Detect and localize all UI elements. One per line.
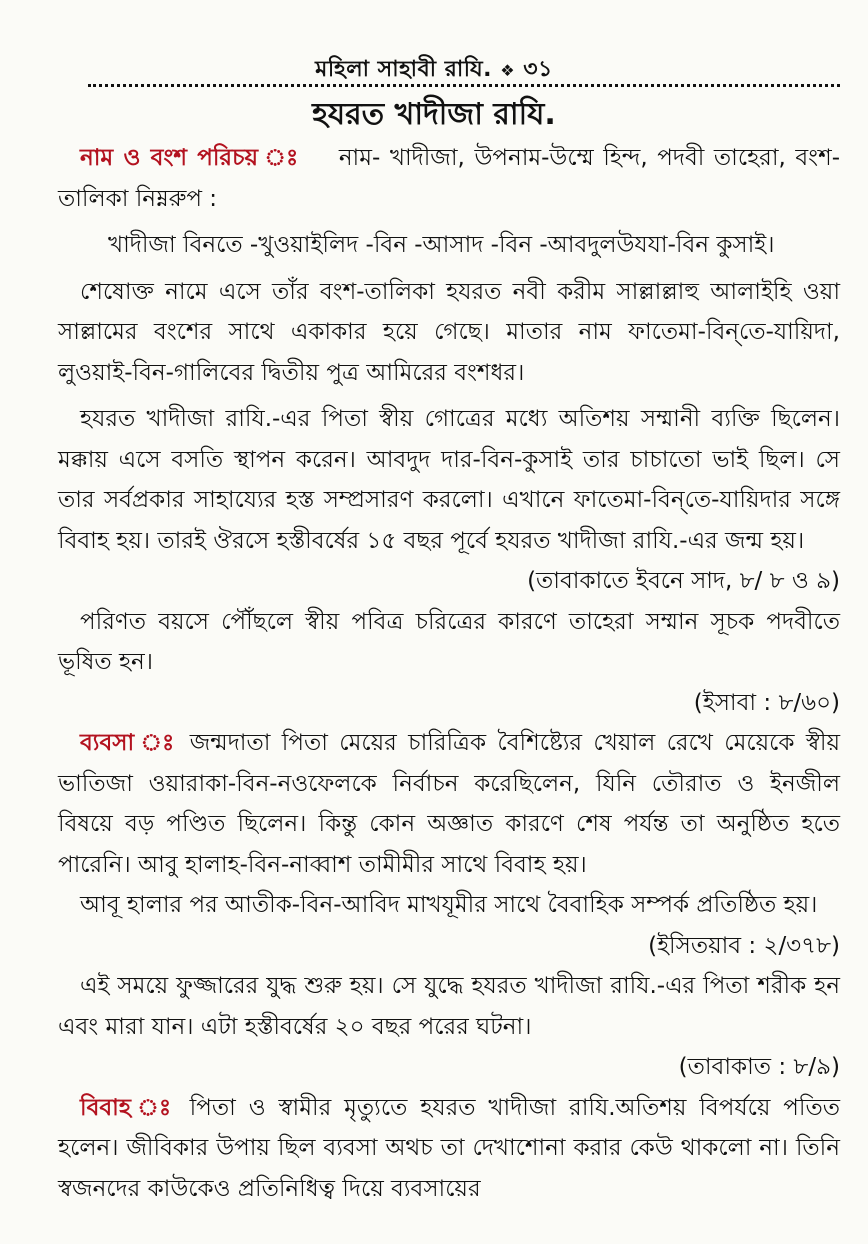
citation: (ইসাবা : ৮/৬০) [693,689,840,716]
paragraph: আবূ হালার পর আতীক-বিন-আবিদ মাখযূমীর সাথে বৈবাহিক সম্পর্ক প্রতিষ্ঠিত হয়। [80,892,818,918]
chapter-title: হযরত খাদীজা রাযি. [312,97,556,132]
page-number: ৩১ [523,57,553,82]
paragraph: হযরত খাদীজা রাযি.-এর পিতা স্বীয় গোত্রের মধ্যে অতিশয় সম্মানী ব্যক্তি ছিলেন। মক্কায় এসে বসতি স্থাপন করেন। আবদুদ দার-বিন-কুসাই তার চাচাতো ভাই ছিল। সে তার সর্বপ্রকার সাহায্যের হস্ত সম্প্রসারণ করলো। এখানে ফাতেমা-বিন্‌তে-যায়িদার সঙ্গে বিবাহ হয়। তারই ঔরসে হস্তীবর্ষের ১৫ বছর পূর্বে হযরত খাদীজা রাযি.-এর জন্ম হয়। [58,406,840,554]
citation: (ইসিতয়াব : ২/৩৭৮) [648,932,840,959]
header-divider [88,84,840,87]
citation: (তাবাকাত : ৮/৯) [678,1054,840,1080]
paragraph: নাম ও বংশ পরিচয় ঃ নাম- খাদীজা, উপনাম-উম্মে হিন্দ, পদবী তাহেরা, বংশ-তালিকা নিম্নরুপ : [58,145,840,212]
ornament-icon: ❖ [500,61,516,80]
body-text [58,138,840,1209]
paragraph: ব্যবসা ঃ জন্মদাতা পিতা মেয়ের চারিত্রিক বৈশিষ্ট্যের খেয়াল রেখে মেয়েকে স্বীয় ভাতিজা ওয়ারাকা-বিন-নওফেলকে নির্বাচন করেছিলেন, যিনি তৌরাত ও ইনজীল বিষয়ে বড় পণ্ডিত ছিলেন। কিন্তু কোন অজ্ঞাত কারণে শেষ পর্যন্ত তা অনুষ্ঠিত হতে পারেনি। আবু হালাহ-বিন-নাব্বাশ তামীমীর সাথে বিবাহ হয়। [58,730,840,878]
paragraph: খাদীজা বিনতে -খুওয়াইলিদ -বিন -আসাদ -বিন -আবদুলউযযা-বিন কুসাই। [108,232,775,258]
citation: (তাবাকাতে ইবনে সাদ, ৮/ ৮ ও ৯) [527,568,840,594]
running-title: মহিলা সাহাবী রাযি. [315,57,493,82]
paragraph: বিবাহ ঃ পিতা ও স্বামীর মৃত্যুতে হযরত খাদীজা রাযি.অতিশয় বিপর্যয়ে পতিত হলেন। জীবিকার উপায় ছিল ব্যবসা অথচ তা দেখাশোনা করার কেউ থাকলো না। তিনি স্বজনদের কাউকেও প্রতিনিধিত্ব দিয়ে ব্যবসায়ের [58,1094,841,1202]
section-heading-name-lineage: নাম ও বংশ পরিচয় ঃ [80,145,301,171]
paragraph: এই সময়ে ফুজ্জারের যুদ্ধ শুরু হয়। সে যুদ্ধে হযরত খাদীজা রাযি.-এর পিতা শরীক হন এবং মারা যান। এটা হস্তীবর্ষের ২০ বছর পরের ঘটনা। [58,973,840,1040]
section-heading-marriage: বিবাহ ঃ [80,1094,177,1121]
section-heading-business: ব্যবসা ঃ [80,730,179,756]
paragraph: পরিণত বয়সে পৌঁছলে স্বীয় পবিত্র চরিত্রের কারণে তাহেরা সম্মান সূচক পদবীতে ভূষিত হন। [58,608,840,675]
paragraph: শেষোক্ত নামে এসে তাঁর বংশ-তালিকা হযরত নবী করীম সাল্লাল্লাহু আলাইহি ওয়া সাল্লামের বংশের সাথে একাকার হয়ে গেছে। মাতার নাম ফাতেমা-বিন্‌তে-যায়িদা, লুওয়াই-বিন-গালিবের দ্বিতীয় পুত্র আমিরের বংশধর। [58,278,840,386]
